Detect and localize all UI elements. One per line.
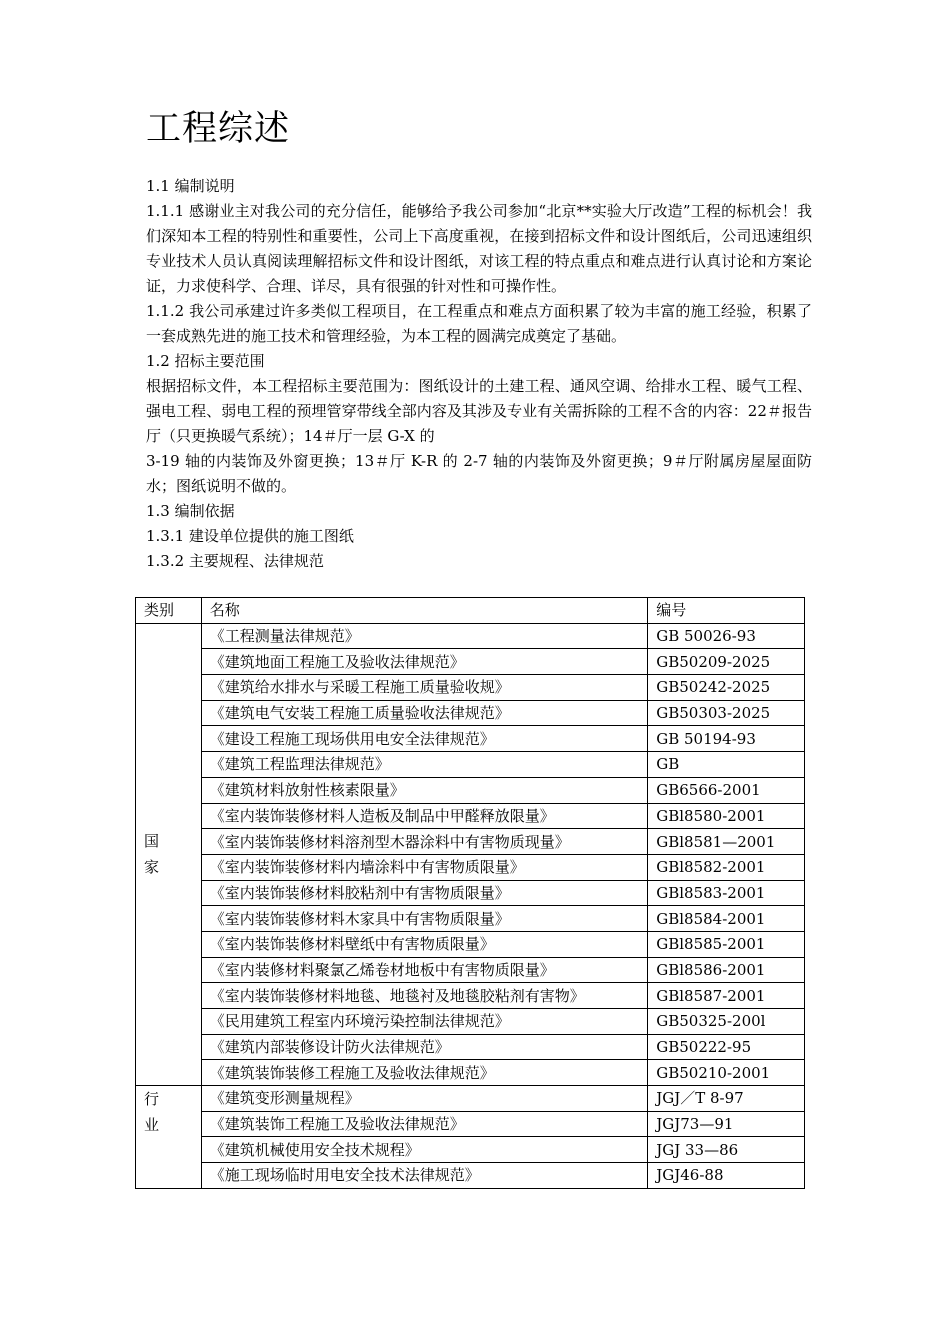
standard-name-cell: 《建设工程施工现场供用电安全法律规范》 bbox=[201, 726, 647, 752]
category-cell bbox=[136, 1086, 202, 1189]
standard-code-cell: GB50210-2001 bbox=[648, 1060, 805, 1086]
table-row bbox=[136, 906, 805, 932]
document-body bbox=[146, 100, 812, 574]
standard-name-cell: 《室内装修材料聚氯乙烯卷材地板中有害物质限量》 bbox=[201, 957, 647, 983]
table-header-row bbox=[136, 598, 805, 624]
table-row bbox=[136, 854, 805, 880]
standard-code-cell: GBl8580-2001 bbox=[648, 803, 805, 829]
table-row bbox=[136, 803, 805, 829]
standard-code-cell: GB50242-2025 bbox=[648, 675, 805, 701]
table-row bbox=[136, 700, 805, 726]
standard-code-cell: GB6566-2001 bbox=[648, 777, 805, 803]
standard-code-cell: GBl8582-2001 bbox=[648, 854, 805, 880]
section-heading: 1.3 编制依据 bbox=[146, 502, 235, 520]
paragraph: 1.1.1 感谢业主对我公司的充分信任，能够给予我公司参加“北京**实验大厅改造”工程的标机会！我们深知本工程的特别性和重要性，公司上下高度重视，在接到招标文件和设计图纸后，公司迅速组织专业技术人员认真阅读理解招标文件和设计图纸，对该工程的特点重点和难点进行认真讨论和方案论证，力求使科学、合理、详尽，具有很强的针对性和可操作性。 bbox=[146, 202, 812, 295]
table-row bbox=[136, 957, 805, 983]
standard-name-cell: 《建筑装饰装修工程施工及验收法律规范》 bbox=[201, 1060, 647, 1086]
table-row bbox=[136, 880, 805, 906]
table-row bbox=[136, 1034, 805, 1060]
standard-code-cell: JGJ46-88 bbox=[648, 1163, 805, 1189]
section-heading: 1.1 编制说明 bbox=[146, 177, 235, 195]
standard-name-cell: 《建筑材料放射性核素限量》 bbox=[201, 777, 647, 803]
header-category: 类别 bbox=[136, 598, 202, 624]
standard-name-cell: 《民用建筑工程室内环境污染控制法律规范》 bbox=[201, 1009, 647, 1035]
standard-name-cell: 《室内装饰装修材料地毯、地毯衬及地毯胶粘剂有害物》 bbox=[201, 983, 647, 1009]
standards-table bbox=[135, 597, 805, 1189]
table-row bbox=[136, 623, 805, 649]
table-row bbox=[136, 649, 805, 675]
header-code: 编号 bbox=[648, 598, 805, 624]
table-row bbox=[136, 1163, 805, 1189]
standard-code-cell: GB50303-2025 bbox=[648, 700, 805, 726]
category-cell bbox=[136, 623, 202, 1085]
table-row bbox=[136, 726, 805, 752]
standard-code-cell: GB 50194-93 bbox=[648, 726, 805, 752]
standard-code-cell: JGJ／T 8-97 bbox=[648, 1086, 805, 1112]
table-row bbox=[136, 752, 805, 778]
standard-name-cell: 《建筑机械使用安全技术规程》 bbox=[201, 1137, 647, 1163]
category-char: 国 bbox=[144, 832, 160, 851]
standard-code-cell: GBl8583-2001 bbox=[648, 880, 805, 906]
standard-code-cell: GB50325-200l bbox=[648, 1009, 805, 1035]
standard-name-cell: 《室内装饰装修材料人造板及制品中甲醛释放限量》 bbox=[201, 803, 647, 829]
standard-code-cell: GB bbox=[648, 752, 805, 778]
paragraph: 3-19 轴的内装饰及外窗更换；13＃厅 K-R 的 2-7 轴的内装饰及外窗更换；9＃厅附属房屋屋面防水；图纸说明不做的。 bbox=[146, 452, 812, 495]
category-char: 业 bbox=[144, 1116, 160, 1135]
standard-name-cell: 《建筑电气安装工程施工质量验收法律规范》 bbox=[201, 700, 647, 726]
standard-code-cell: GB 50026-93 bbox=[648, 623, 805, 649]
table-row bbox=[136, 1009, 805, 1035]
standard-code-cell: GBl8586-2001 bbox=[648, 957, 805, 983]
standard-name-cell: 《建筑工程监理法律规范》 bbox=[201, 752, 647, 778]
category-char: 家 bbox=[144, 858, 160, 877]
standard-name-cell: 《建筑变形测量规程》 bbox=[201, 1086, 647, 1112]
standard-code-cell: GB50209-2025 bbox=[648, 649, 805, 675]
table-row bbox=[136, 1060, 805, 1086]
standard-code-cell: GBl8581—2001 bbox=[648, 829, 805, 855]
subsection-heading: 1.3.1 建设单位提供的施工图纸 bbox=[146, 527, 354, 545]
standard-name-cell: 《建筑装饰工程施工及验收法律规范》 bbox=[201, 1111, 647, 1137]
paragraph: 根据招标文件，本工程招标主要范围为：图纸设计的土建工程、通风空调、给排水工程、暖气工程、强电工程、弱电工程的预埋管穿带线全部内容及其涉及专业有关需拆除的工程不含的内容：22＃报告厅（只更换暖气系统）；14＃厅一层 G-X 的 bbox=[146, 377, 812, 445]
standard-name-cell: 《室内装饰装修材料溶剂型木器涂料中有害物质现量》 bbox=[201, 829, 647, 855]
standard-name-cell: 《工程测量法律规范》 bbox=[201, 623, 647, 649]
standard-code-cell: GBl8585-2001 bbox=[648, 931, 805, 957]
table-row bbox=[136, 1137, 805, 1163]
standard-name-cell: 《室内装饰装修材料胶粘剂中有害物质限量》 bbox=[201, 880, 647, 906]
table-row bbox=[136, 983, 805, 1009]
table-row bbox=[136, 675, 805, 701]
standard-name-cell: 《室内装饰装修材料壁纸中有害物质限量》 bbox=[201, 931, 647, 957]
table-row bbox=[136, 829, 805, 855]
standard-name-cell: 《建筑给水排水与采暖工程施工质量验收规》 bbox=[201, 675, 647, 701]
table-row bbox=[136, 777, 805, 803]
category-char: 行 bbox=[144, 1090, 160, 1109]
table-row bbox=[136, 931, 805, 957]
standard-name-cell: 《施工现场临时用电安全技术法律规范》 bbox=[201, 1163, 647, 1189]
table-row bbox=[136, 1111, 805, 1137]
standard-name-cell: 《建筑内部装修设计防火法律规范》 bbox=[201, 1034, 647, 1060]
standard-code-cell: GB50222-95 bbox=[648, 1034, 805, 1060]
table-row bbox=[136, 1086, 805, 1112]
standard-name-cell: 《建筑地面工程施工及验收法律规范》 bbox=[201, 649, 647, 675]
standard-code-cell: GBl8584-2001 bbox=[648, 906, 805, 932]
standard-code-cell: JGJ 33—86 bbox=[648, 1137, 805, 1163]
subsection-heading: 1.3.2 主要规程、法律规范 bbox=[146, 552, 324, 570]
standard-name-cell: 《室内装饰装修材料内墙涂料中有害物质限量》 bbox=[201, 854, 647, 880]
page-title: 工程综述 bbox=[146, 109, 291, 149]
header-name: 名称 bbox=[201, 598, 647, 624]
section-heading: 1.2 招标主要范围 bbox=[146, 352, 265, 370]
standard-code-cell: JGJ73—91 bbox=[648, 1111, 805, 1137]
standard-code-cell: GBl8587-2001 bbox=[648, 983, 805, 1009]
standard-name-cell: 《室内装饰装修材料木家具中有害物质限量》 bbox=[201, 906, 647, 932]
paragraph: 1.1.2 我公司承建过许多类似工程项目，在工程重点和难点方面积累了较为丰富的施工经验，积累了一套成熟先进的施工技术和管理经验，为本工程的圆满完成奠定了基础。 bbox=[146, 302, 812, 345]
